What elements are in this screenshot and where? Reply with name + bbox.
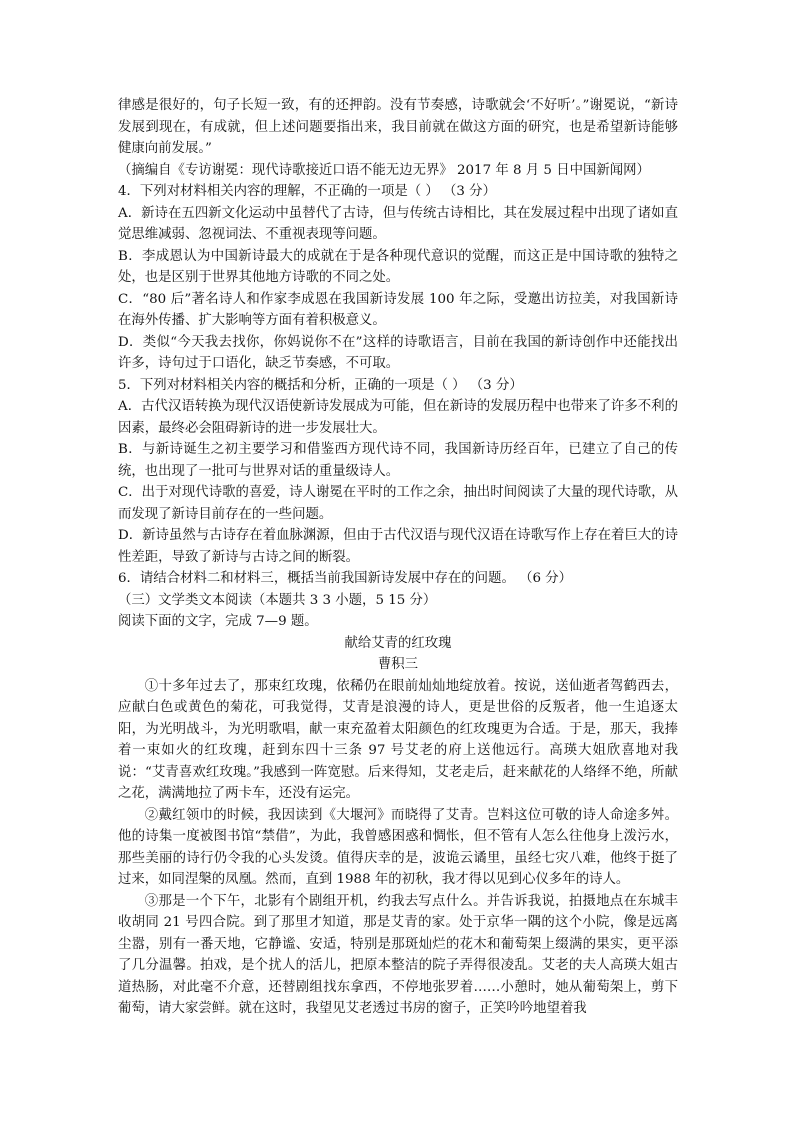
- question-4-option-d: D．类似“今天我去找你，你妈说你不在”这样的诗歌语言，目前在我国的新诗创作中还能找出许多，诗句过于口语化，缺乏节奏感，不可取。: [118, 334, 678, 371]
- question-5-option-d: D．新诗虽然与古诗存在着血脉渊源，但由于古代汉语与现代汉语在诗歌写作上存在着巨大的诗性差距，导致了新诗与古诗之间的断裂。: [118, 528, 678, 565]
- exam-page: [118, 95, 678, 1020]
- article-author: 曹积三: [377, 657, 419, 672]
- article-paragraph-1: ①十多年过去了，那束红玫瑰，依稀仍在眼前灿灿地绽放着。按说，送仙逝者驾鹤西去，应献白色或黄色的菊花，可我觉得，艾青是浪漫的诗人，更是世俗的反叛者，他一生追逐太阳，为光明战斗，为光明歌唱，献一束充盈着太阳颜色的红玫瑰更为合适。于是，那天，我捧着一束如火的红玫瑰，赶到东四十三条 97 号艾老的府上送他远行。高瑛大姐欣喜地对我说：“艾青喜欢红玫瑰。”我感到一阵宽慰。后来得知，艾老走后，赶来献花的人络绎不绝，所献之花，满满地拉了两卡车，还没有运完。: [118, 678, 678, 801]
- question-4-option-a: A．新诗在五四新文化运动中虽替代了古诗，但与传统古诗相比，其在发展过程中出现了诸如直觉思维减弱、忽视词法、不重视表现等问题。: [118, 205, 678, 242]
- question-6-stem: 6．请结合材料二和材料三，概括当前我国新诗发展中存在的问题。 （6 分）: [118, 571, 573, 586]
- question-5-stem: 5．下列对材料相关内容的概括和分析，正确的一项是（ ） （3 分）: [118, 377, 523, 393]
- article-title: 献给艾青的红玫瑰: [344, 635, 452, 651]
- question-4-option-c: C．“80 后”著名诗人和作家李成恩在我国新诗发展 100 年之际，受邀出访拉美，对我国新诗在海外传播、扩大影响等方面有着积极意义。: [118, 291, 678, 328]
- article-paragraph-2: ②戴红领巾的时候，我因读到《大堰河》而晓得了艾青。岂料这位可敬的诗人命途多舛。他的诗集一度被图书馆“禁借”，为此，我曾感困惑和惆怅，但不管有人怎么往他身上泼污水，那些美丽的诗行仍令我的心头发烫。值得庆幸的是，波诡云谲里，虽经七灾八难，他终于挺了过来，如同涅槃的凤凰。然而，直到 1988 年的初秋，我才得以见到心仪多年的诗人。: [118, 807, 678, 887]
- section-3-heading: （三）文学类文本阅读（本题共 3 3 小题，5 15 分）: [118, 592, 437, 608]
- question-5-option-c: C．出于对现代诗歌的喜爱，诗人谢冕在平时的工作之余，抽出时间阅读了大量的现代诗歌，从而发现了新诗目前存在的一些问题。: [118, 485, 678, 522]
- article-paragraph-3: ③那是一个下午，北影有个剧组开机，约我去写点什么。并告诉我说，拍摄地点在东城丰收胡同 21 号四合院。到了那里才知道，那是艾青的家。处于京华一隅的这个小院，像是远离尘嚣，别有一番天地，它静谧、安适，特别是那斑灿烂的花木和葡萄架上缀满的果实，更平添了几分温馨。拍戏，是个扰人的活儿，把原本整洁的院子弄得很凌乱。艾老的夫人高瑛大姐古道热肠，对此毫不介意，还替剧组找东拿西，不停地张罗着……小憩时，她从葡萄架上，剪下葡萄，请大家尝鲜。就在这时，我望见艾老透过书房的窗子，正笑吟吟地望着我: [118, 893, 678, 1016]
- question-5-option-a: A．古代汉语转换为现代汉语使新诗发展成为可能，但在新诗的发展历程中也带来了许多不利的因素，最终必会阻碍新诗的进一步发展壮大。: [118, 399, 678, 436]
- question-5-option-b: B．与新诗诞生之初主要学习和借鉴西方现代诗不同，我国新诗历经百年，已建立了自己的传统，也出现了一批可与世界对话的重量级诗人。: [118, 442, 678, 479]
- question-4-option-b: B．李成恩认为中国新诗最大的成就在于是各种现代意识的觉醒，而这正是中国诗歌的独特之处，也是区别于世界其他地方诗歌的不同之处。: [118, 248, 678, 285]
- reading-instruction: 阅读下面的文字，完成 7—9 题。: [118, 614, 318, 629]
- question-4-stem: 4．下列对材料相关内容的理解，不正确的一项是（ ） （3 分）: [118, 184, 496, 199]
- intro-paragraph: 律感是很好的，句子长短一致，有的还押韵。没有节奏感，诗歌就会‘不好听’。”谢冕说，“新诗发展到现在，有成就，但上述问题要指出来，我目前就在做这方面的研究，也是希望新诗能够健康向前发展。”: [118, 98, 678, 156]
- source-citation: （摘编自《专访谢冕：现代诗歌接近口语不能无边无界》 2017 年 8 月 5 日中国新闻网）: [118, 162, 650, 178]
